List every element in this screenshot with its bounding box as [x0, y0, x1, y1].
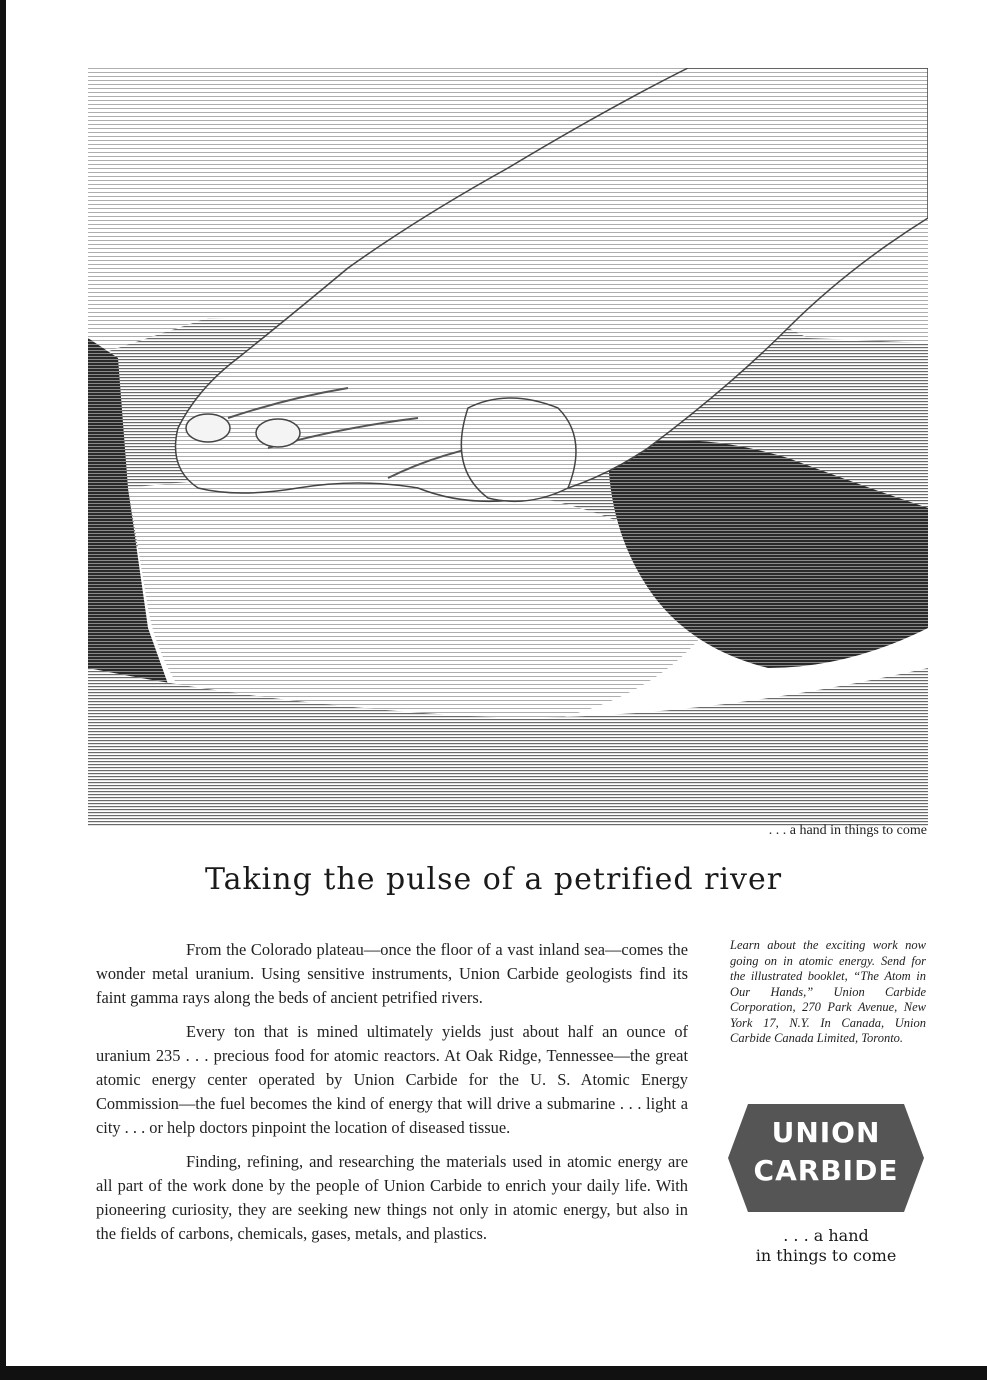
page-bottom-border — [0, 1366, 987, 1380]
body-copy — [96, 938, 688, 1256]
logo-word-carbide: CARBIDE — [753, 1154, 899, 1187]
tagline — [726, 1226, 926, 1266]
photo-caption: . . . a hand in things to come — [768, 823, 927, 838]
engraved-illustration — [88, 68, 928, 826]
hand-on-rock-photo — [88, 68, 928, 826]
page-left-border — [0, 0, 6, 1380]
tagline-line1: . . . a hand — [783, 1226, 869, 1245]
union-carbide-logo — [726, 1100, 926, 1216]
logo-word-union: UNION — [771, 1116, 881, 1149]
booklet-offer — [730, 938, 926, 1047]
body-paragraph: Every ton that is mined ultimately yields just about half an ounce of uranium 235 . . . precious food for atomic reactors. At Oak Ridge, Tennessee—the great atomic energy center operated by Union Carbide for the U. S. Atomic Energy Commission—the fuel becomes the kind of energy that will drive a submarine . . . light a city . . . or help doctors pinpoint the location of diseased tissue. — [96, 1022, 688, 1137]
body-paragraph: From the Colorado plateau—once the floor of a vast inland sea—comes the wonder metal uranium. Using sensitive instruments, Union Carbide geologists find its faint gamma rays along the beds of ancient petrified rivers. — [96, 940, 688, 1007]
headline: Taking the pulse of a petrified river — [204, 862, 783, 897]
tagline-line2: in things to come — [755, 1246, 897, 1265]
booklet-offer-text: Learn about the exciting work now going on in atomic energy. Send for the illustrated booklet, “The Atom in Our Hands,” Union Carbide Corporation, 270 Park Avenue, New York 17, N.Y. In Canada, Union Carbide Canada Limited, Toronto. — [730, 938, 926, 1045]
body-paragraph: Finding, refining, and researching the materials used in atomic energy are all part of the work done by the people of Union Carbide to enrich your daily life. With pioneering curiosity, they are seeking new things not only in atomic energy, but also in the fields of carbons, chemicals, gases, metals, and plastics. — [96, 1152, 688, 1243]
